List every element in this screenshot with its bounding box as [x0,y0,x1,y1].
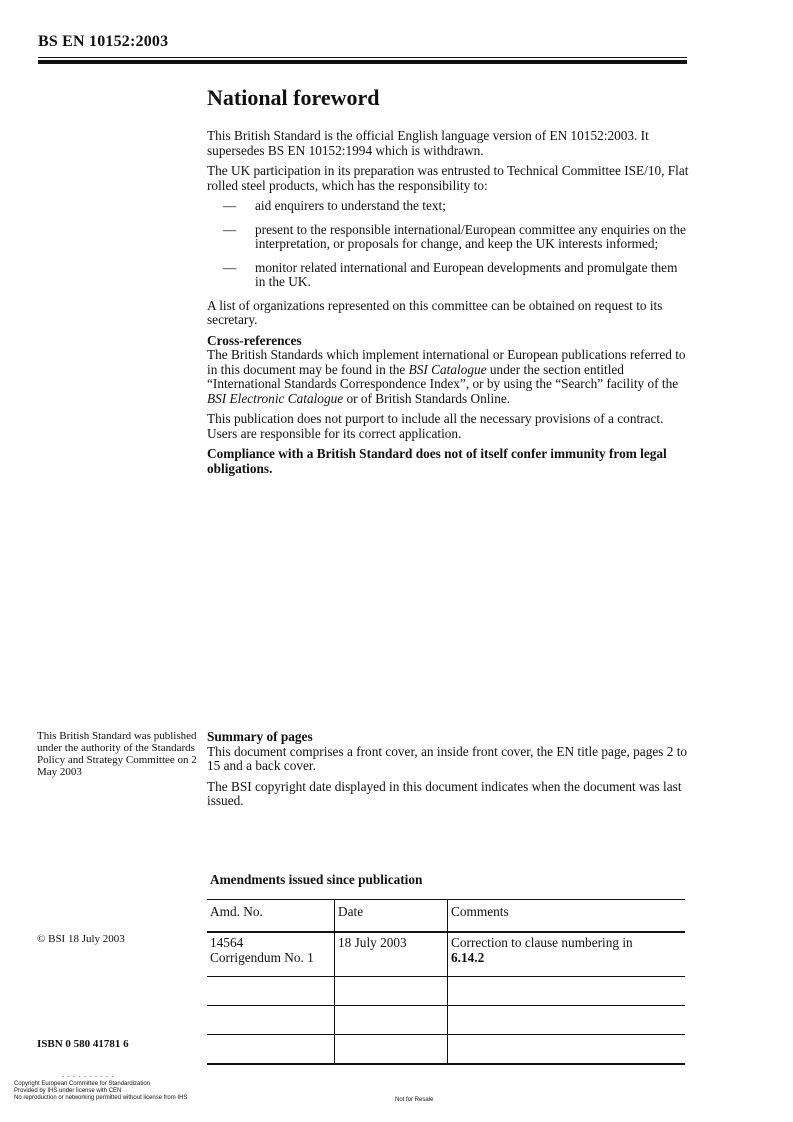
table-header-row [207,900,685,933]
table-row [207,1006,685,1035]
intro-paragraph-1: This British Standard is the official English language version of EN 10152:2003. It supersedes BS EN 10152:1994 which is withdrawn. [207,128,649,158]
header-rule-thick [38,60,687,64]
empty-cell [207,1006,335,1035]
license-footer [14,1081,187,1102]
corrigendum-label: Corrigendum No. 1 [210,949,314,965]
copyright-notice: © BSI 18 July 2003 [37,933,125,945]
footer-dotted-mark: - - - - - - - - - - [62,1074,115,1080]
summary-paragraph-2: The BSI copyright date displayed in this document indicates when the document was last issued. [207,778,682,808]
cross-references-paragraph [207,348,689,406]
amd-number: 14564 [210,935,244,950]
text-segment: or of British Standards Online. [343,390,511,406]
amd-no-cell [207,932,335,977]
main-text [207,129,689,482]
header-rule-thin [38,57,687,58]
comments-cell [448,932,686,977]
list-item [207,223,689,252]
column-header-date: Date [335,900,448,933]
summary-heading: Summary of pages [207,729,313,744]
list-item [207,199,689,214]
bsi-catalogue-reference: BSI Catalogue [408,361,487,377]
empty-cell [448,1035,686,1065]
page-title: National foreword [207,85,380,110]
amendments-title: Amendments issued since publication [210,872,423,887]
dash-marker: — [223,259,237,275]
empty-cell [207,1035,335,1065]
column-header-comments: Comments [448,900,686,933]
summary-of-pages [207,730,689,815]
empty-cell [448,977,686,1006]
table-row [207,1035,685,1065]
table-row [207,932,685,977]
bsi-electronic-catalogue-reference: BSI Electronic Catalogue [207,390,344,406]
text-segment: The British Standards which implement international or European publications referred to in this document may be found in the [207,347,686,377]
list-item-text: present to the responsible international/European committee any enquiries on the interpretation, or proposals for change, and keep the UK interests informed; [255,221,686,251]
list-item-text: monitor related international and European developments and promulgate them in the UK. [255,259,678,289]
empty-cell [335,1006,448,1035]
clause-reference: 6.14.2 [451,949,485,965]
intro-paragraph-3: A list of organizations represented on this committee can be obtained on request to its secretary. [207,297,663,327]
contract-provisions-paragraph: This publication does not purport to include all the necessary provisions of a contract. Users are responsible for its correct application. [207,411,664,441]
column-header-amd-no: Amd. No. [207,900,335,933]
list-item-text: aid enquirers to understand the text; [255,198,446,213]
footer-line: Provided by IHS under license with CEN [14,1088,122,1094]
footer-line: No reproduction or networking permitted without license from IHS [14,1095,188,1101]
dash-marker: — [223,198,237,213]
comment-text: Correction to clause numbering in [451,935,633,950]
not-for-resale-label: Not for Resale [395,1097,434,1103]
document-id: BS EN 10152:2003 [38,33,169,50]
isbn: ISBN 0 580 41781 6 [37,1038,129,1050]
text-segment: under the section entitled “International Standards Correspondence Index”, or by using the “Search” facility of the [207,361,679,391]
dash-marker: — [223,221,237,237]
summary-paragraph-1: This document comprises a front cover, an inside front cover, the EN title page, pages 2 to 15 and a back cover. [207,743,688,773]
compliance-statement: Compliance with a British Standard does not of itself confer immunity from legal obligations. [207,446,667,476]
empty-cell [448,1006,686,1035]
date-cell: 18 July 2003 [335,932,448,977]
publication-authority-note: This British Standard was published under the authority of the Standards Policy and Strategy Committee on 2 May 2003 [37,730,197,778]
table-row [207,977,685,1006]
list-item [207,261,689,290]
responsibility-list [207,199,689,290]
intro-paragraph-2: The UK participation in its preparation was entrusted to Technical Committee ISE/10, Flat rolled steel products, which has the responsibility to: [207,163,689,193]
empty-cell [335,1035,448,1065]
footer-line: Copyright European Committee for Standardization [14,1081,151,1087]
amendments-table [207,899,685,1065]
empty-cell [207,977,335,1006]
cross-references-heading: Cross-references [207,332,302,348]
empty-cell [335,977,448,1006]
